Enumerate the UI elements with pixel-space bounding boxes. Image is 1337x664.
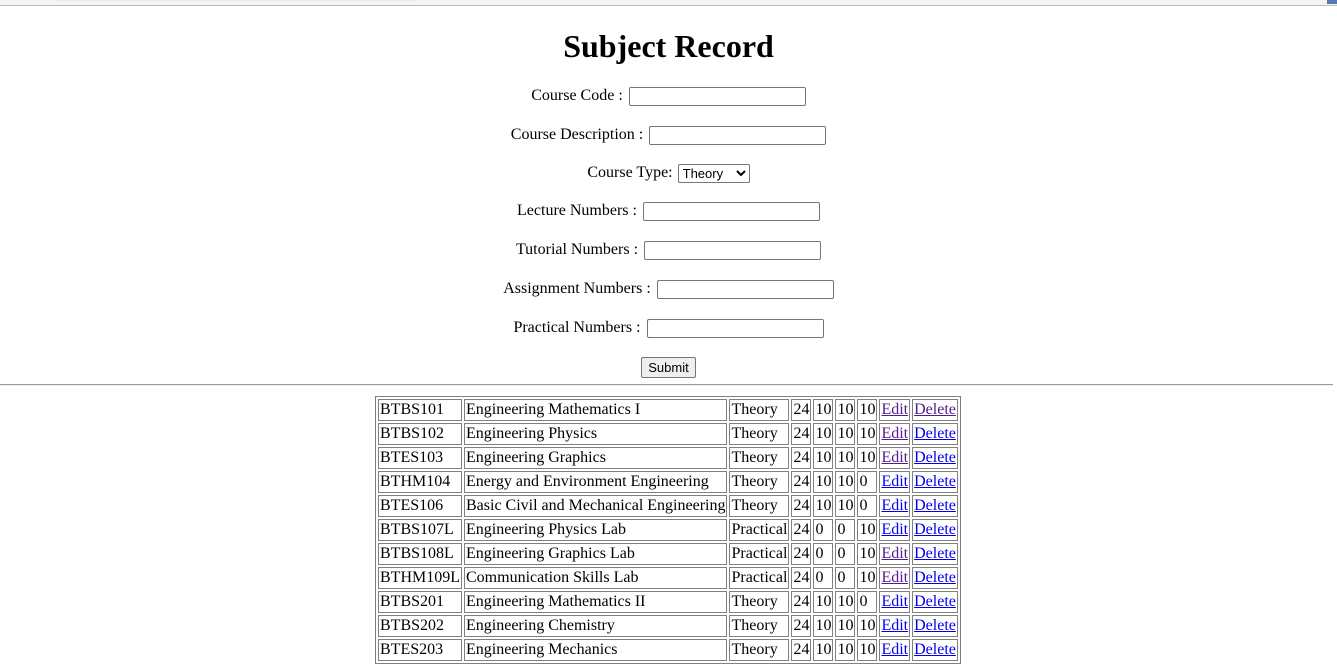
delete-link[interactable]: Delete — [914, 545, 956, 562]
browser-top-edge — [0, 0, 1337, 6]
edit-link[interactable]: Edit — [881, 593, 909, 610]
cell-tutorial: 10 — [813, 447, 833, 469]
practical-numbers-input[interactable] — [647, 319, 824, 338]
cell-assignment: 0 — [835, 519, 855, 541]
cell-type: Theory — [729, 495, 789, 517]
cell-tutorial: 10 — [813, 399, 833, 421]
assignment-numbers-label: Assignment Numbers : — [503, 280, 651, 297]
subject-records-table — [375, 396, 961, 664]
cell-practical: 10 — [857, 423, 877, 445]
cell-description: Engineering Physics Lab — [464, 519, 727, 541]
cell-delete — [912, 399, 958, 421]
assignment-numbers-row — [0, 278, 1337, 300]
cell-delete — [912, 591, 958, 613]
cell-delete — [912, 471, 958, 493]
edit-link[interactable]: Edit — [881, 473, 909, 490]
cell-delete — [912, 447, 958, 469]
cell-assignment: 10 — [835, 399, 855, 421]
cell-description: Communication Skills Lab — [464, 567, 727, 589]
cell-type: Practical — [729, 519, 789, 541]
cell-code: BTHM109L — [378, 567, 462, 589]
cell-type: Theory — [729, 447, 789, 469]
cell-tutorial: 10 — [813, 639, 833, 661]
cell-delete — [912, 639, 958, 661]
cell-lecture: 24 — [791, 639, 811, 661]
cell-edit — [879, 519, 910, 541]
cell-assignment: 10 — [835, 471, 855, 493]
table-row — [378, 471, 958, 493]
cell-description: Engineering Mathematics II — [464, 591, 727, 613]
course-description-row — [0, 124, 1337, 146]
cell-type: Practical — [729, 567, 789, 589]
cell-assignment: 10 — [835, 591, 855, 613]
delete-link[interactable]: Delete — [914, 521, 956, 538]
cell-edit — [879, 471, 910, 493]
cell-code: BTES103 — [378, 447, 462, 469]
course-type-row — [0, 162, 1337, 184]
cell-description: Engineering Graphics Lab — [464, 543, 727, 565]
cell-code: BTBS101 — [378, 399, 462, 421]
cell-code: BTBS202 — [378, 615, 462, 637]
cell-edit — [879, 591, 910, 613]
cell-edit — [879, 543, 910, 565]
practical-numbers-row — [0, 317, 1337, 339]
cell-lecture: 24 — [791, 591, 811, 613]
tutorial-numbers-row — [0, 239, 1337, 261]
cell-assignment: 10 — [835, 423, 855, 445]
cell-lecture: 24 — [791, 399, 811, 421]
delete-link[interactable]: Delete — [914, 497, 956, 514]
cell-lecture: 24 — [791, 615, 811, 637]
course-type-label: Course Type: — [587, 164, 673, 181]
cell-practical: 10 — [857, 447, 877, 469]
edit-link[interactable]: Edit — [881, 425, 909, 442]
cell-code: BTBS102 — [378, 423, 462, 445]
edit-link[interactable]: Edit — [881, 521, 909, 538]
cell-edit — [879, 639, 910, 661]
cell-practical: 10 — [857, 399, 877, 421]
cell-delete — [912, 615, 958, 637]
delete-link[interactable]: Delete — [914, 425, 956, 442]
cell-delete — [912, 519, 958, 541]
course-type-select[interactable] — [678, 164, 750, 183]
cell-description: Engineering Chemistry — [464, 615, 727, 637]
cell-practical: 0 — [857, 471, 877, 493]
cell-tutorial: 10 — [813, 423, 833, 445]
divider — [0, 384, 1333, 386]
cell-lecture: 24 — [791, 519, 811, 541]
cell-description: Engineering Graphics — [464, 447, 727, 469]
tutorial-numbers-input[interactable] — [644, 241, 821, 260]
delete-link[interactable]: Delete — [914, 569, 956, 586]
table-row — [378, 567, 958, 589]
cell-type: Theory — [729, 399, 789, 421]
edit-link[interactable]: Edit — [881, 545, 909, 562]
delete-link[interactable]: Delete — [914, 401, 956, 418]
cell-practical: 10 — [857, 543, 877, 565]
table-row — [378, 615, 958, 637]
cell-practical: 0 — [857, 495, 877, 517]
records-body — [378, 399, 958, 661]
cell-assignment: 0 — [835, 543, 855, 565]
cell-lecture: 24 — [791, 471, 811, 493]
cell-edit — [879, 567, 910, 589]
cell-delete — [912, 423, 958, 445]
table-row — [378, 399, 958, 421]
cell-delete — [912, 495, 958, 517]
edit-link[interactable]: Edit — [881, 641, 909, 658]
cell-assignment: 10 — [835, 495, 855, 517]
cell-practical: 10 — [857, 615, 877, 637]
cell-tutorial: 0 — [813, 519, 833, 541]
cell-assignment: 0 — [835, 567, 855, 589]
lecture-numbers-row — [0, 200, 1337, 222]
cell-assignment: 10 — [835, 639, 855, 661]
cell-edit — [879, 399, 910, 421]
cell-delete — [912, 543, 958, 565]
cell-edit — [879, 423, 910, 445]
course-description-label: Course Description : — [510, 126, 644, 143]
table-row — [378, 591, 958, 613]
cell-tutorial: 0 — [813, 567, 833, 589]
cell-type: Theory — [729, 615, 789, 637]
assignment-numbers-input[interactable] — [657, 280, 834, 299]
cell-description: Engineering Physics — [464, 423, 727, 445]
course-code-row — [0, 85, 1337, 107]
table-row — [378, 543, 958, 565]
table-row — [378, 495, 958, 517]
table-row — [378, 447, 958, 469]
cell-tutorial: 10 — [813, 591, 833, 613]
cell-edit — [879, 495, 910, 517]
edit-link[interactable]: Edit — [881, 497, 909, 514]
cell-assignment: 10 — [835, 615, 855, 637]
cell-lecture: 24 — [791, 567, 811, 589]
cell-practical: 0 — [857, 591, 877, 613]
delete-link[interactable]: Delete — [914, 593, 956, 610]
lecture-numbers-input[interactable] — [643, 202, 820, 221]
practical-numbers-label: Practical Numbers : — [513, 319, 641, 336]
cell-description: Engineering Mechanics — [464, 639, 727, 661]
submit-row — [0, 357, 1337, 379]
cell-edit — [879, 447, 910, 469]
table-row — [378, 639, 958, 661]
cell-description: Engineering Mathematics I — [464, 399, 727, 421]
cell-lecture: 24 — [791, 447, 811, 469]
cell-edit — [879, 615, 910, 637]
edit-link[interactable]: Edit — [881, 569, 909, 586]
cell-type: Practical — [729, 543, 789, 565]
lecture-numbers-label: Lecture Numbers : — [517, 202, 637, 219]
edit-link[interactable]: Edit — [881, 401, 909, 418]
cell-practical: 10 — [857, 567, 877, 589]
cell-practical: 10 — [857, 519, 877, 541]
delete-link[interactable]: Delete — [914, 449, 956, 466]
cell-tutorial: 10 — [813, 495, 833, 517]
tutorial-numbers-label: Tutorial Numbers : — [515, 241, 639, 258]
cell-code: BTBS107L — [378, 519, 462, 541]
cell-description: Energy and Environment Engineering — [464, 471, 727, 493]
course-code-input[interactable] — [629, 87, 806, 106]
course-description-input[interactable] — [649, 126, 826, 145]
edit-link[interactable]: Edit — [881, 449, 909, 466]
table-row — [378, 423, 958, 445]
cell-type: Theory — [729, 423, 789, 445]
cell-tutorial: 10 — [813, 471, 833, 493]
cell-code: BTES106 — [378, 495, 462, 517]
cell-type: Theory — [729, 639, 789, 661]
cell-code: BTHM104 — [378, 471, 462, 493]
top-edge-highlight — [56, 0, 416, 1]
cell-lecture: 24 — [791, 543, 811, 565]
cell-lecture: 24 — [791, 495, 811, 517]
cell-tutorial: 0 — [813, 543, 833, 565]
edit-link[interactable]: Edit — [881, 617, 909, 634]
delete-link[interactable]: Delete — [914, 641, 956, 658]
submit-button[interactable]: Submit — [641, 357, 695, 378]
delete-link[interactable]: Delete — [914, 617, 956, 634]
table-row — [378, 519, 958, 541]
cell-practical: 10 — [857, 639, 877, 661]
cell-code: BTBS108L — [378, 543, 462, 565]
corner-icon — [1327, 0, 1337, 4]
course-code-label: Course Code : — [531, 87, 623, 104]
page-title: Subject Record — [563, 28, 774, 64]
cell-type: Theory — [729, 591, 789, 613]
delete-link[interactable]: Delete — [914, 473, 956, 490]
cell-code: BTES203 — [378, 639, 462, 661]
cell-lecture: 24 — [791, 423, 811, 445]
cell-assignment: 10 — [835, 447, 855, 469]
cell-tutorial: 10 — [813, 615, 833, 637]
cell-delete — [912, 567, 958, 589]
cell-type: Theory — [729, 471, 789, 493]
cell-code: BTBS201 — [378, 591, 462, 613]
cell-description: Basic Civil and Mechanical Engineering — [464, 495, 727, 517]
